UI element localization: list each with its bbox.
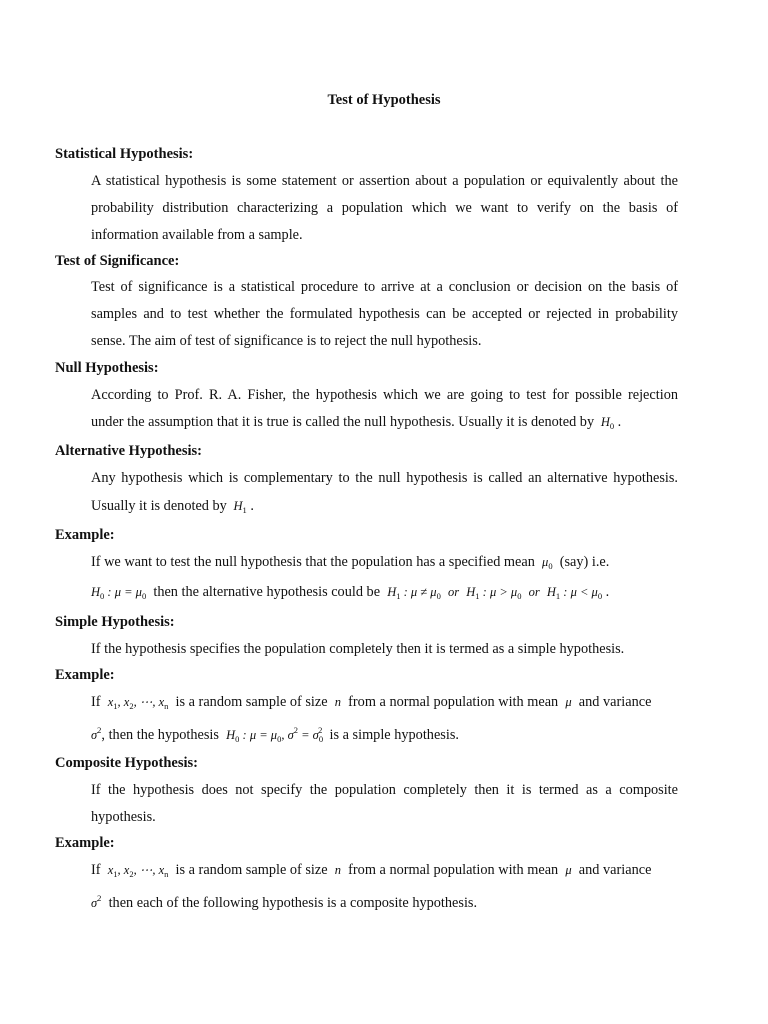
para-line (91, 893, 678, 912)
heading-example-2: Example: (55, 667, 115, 683)
math-n: n (334, 863, 341, 877)
para-text: and variance (578, 862, 652, 878)
para-text: Usually it is denoted by (91, 498, 227, 514)
para-line (91, 694, 678, 711)
para-text: then each of the following hypothesis is a composite hypothesis. (108, 895, 478, 911)
para-line: $H_0$ : $\mu = \mu_0$ then the alternative hypothesis could be $H_1$ : $\mu \ne \mu_0$ or $H_1$ : $\mu > \mu_0$ or $H_1$ : $\mu < \mu_0$ . (91, 584, 610, 601)
para-text: If (91, 862, 101, 878)
heading-null-hypothesis: Null Hypothesis: (55, 360, 159, 376)
para-line: If the hypothesis specifies the population completely then it is termed as a simple hypothesis. (91, 641, 625, 657)
heading-simple-hypothesis: Simple Hypothesis: (55, 614, 175, 630)
math-n: n (334, 695, 341, 709)
para-text: (say) i.e. (559, 554, 610, 570)
heading-example-1: Example: (55, 527, 115, 543)
math-sample: $x_1$, $x_2$, ⋯, $x_n$ (107, 863, 169, 879)
para-line: Test of significance is a statistical procedure to arrive at a conclusion or decision on the basis of (91, 279, 678, 295)
math-alt-statement-lt: $H_1$ : $\mu < \mu_0$ (546, 585, 603, 601)
para-line: sense. The aim of test of significance is to reject the null hypothesis. (91, 333, 482, 349)
para-line (91, 554, 609, 571)
math-mu: μ (565, 695, 572, 709)
para-text: is a random sample of size (175, 694, 328, 710)
math-alt-statement-gt: $H_1$ : $\mu > \mu_0$ (466, 585, 522, 601)
para-line: under the assumption that it is true is called the null hypothesis. Usually it is denoted by $H_0$ . (91, 414, 622, 431)
para-text: is a random sample of size (175, 862, 328, 878)
para-text: under the assumption that it is true is called the null hypothesis. Usually it is denoted by (91, 414, 595, 430)
math-mu: μ (565, 863, 572, 877)
para-line: hypothesis. (91, 809, 156, 825)
para-line: A statistical hypothesis is some statement or assertion about a population or equivalently about the (91, 173, 678, 189)
heading-composite-hypothesis: Composite Hypothesis: (55, 755, 198, 771)
heading-statistical-hypothesis: Statistical Hypothesis: (55, 146, 194, 162)
math-or-word: or (528, 585, 540, 599)
heading-example-3: Example: (55, 835, 115, 851)
para-text: from a normal population with mean (348, 862, 559, 878)
document-title: Test of Hypothesis (327, 92, 441, 108)
para-line: information available from a sample. (91, 227, 303, 243)
para-text: and variance (578, 694, 652, 710)
para-text: is a simple hypothesis. (329, 727, 459, 743)
math-sigma-squared: $\sigma^2$ (91, 725, 102, 742)
heading-alternative-hypothesis: Alternative Hypothesis: (55, 443, 202, 459)
math-simple-statement: $H_0$ : $\mu = \mu_0$, $\sigma^2 = \sigma_0^2$ (226, 725, 324, 744)
para-text: then the alternative hypothesis could be (153, 584, 381, 600)
para-line: According to Prof. R. A. Fisher, the hypothesis which we are going to test for possible rejection (91, 387, 678, 403)
math-or-word: or (447, 585, 460, 599)
math-null-statement: $H_0$ : $\mu = \mu_0$ (91, 585, 147, 601)
para-line: probability distribution characterizing a population which we want to verify on the basis of (91, 200, 678, 216)
para-text: , then the hypothesis (101, 727, 219, 743)
para-line: If the hypothesis does not specify the population completely then it is termed as a composite (91, 782, 678, 798)
para-line (91, 725, 678, 744)
math-h1: $H_1$ (230, 499, 247, 515)
para-line: samples and to test whether the formulated hypothesis can be accepted or rejected in probability (91, 306, 678, 322)
para-line (91, 862, 678, 879)
math-mu0: $\mu_0$ (542, 555, 553, 571)
para-line: Usually it is denoted by $H_1$ . (91, 498, 254, 515)
math-h0: $H_0$ (597, 415, 615, 431)
para-text: If (91, 694, 101, 710)
math-alt-statement-ne: $H_1$ : $\mu \ne \mu_0$ (387, 585, 441, 601)
math-sigma-squared: $\sigma^2$ (91, 893, 102, 910)
math-sample: $x_1$, $x_2$, ⋯, $x_n$ (107, 695, 169, 711)
para-text: from a normal population with mean (348, 694, 559, 710)
para-line: Any hypothesis which is complementary to the null hypothesis is called an alternative hypothesis. (91, 470, 678, 486)
heading-test-of-significance: Test of Significance: (55, 253, 180, 269)
para-text: If we want to test the null hypothesis that the population has a specified mean (91, 554, 535, 570)
